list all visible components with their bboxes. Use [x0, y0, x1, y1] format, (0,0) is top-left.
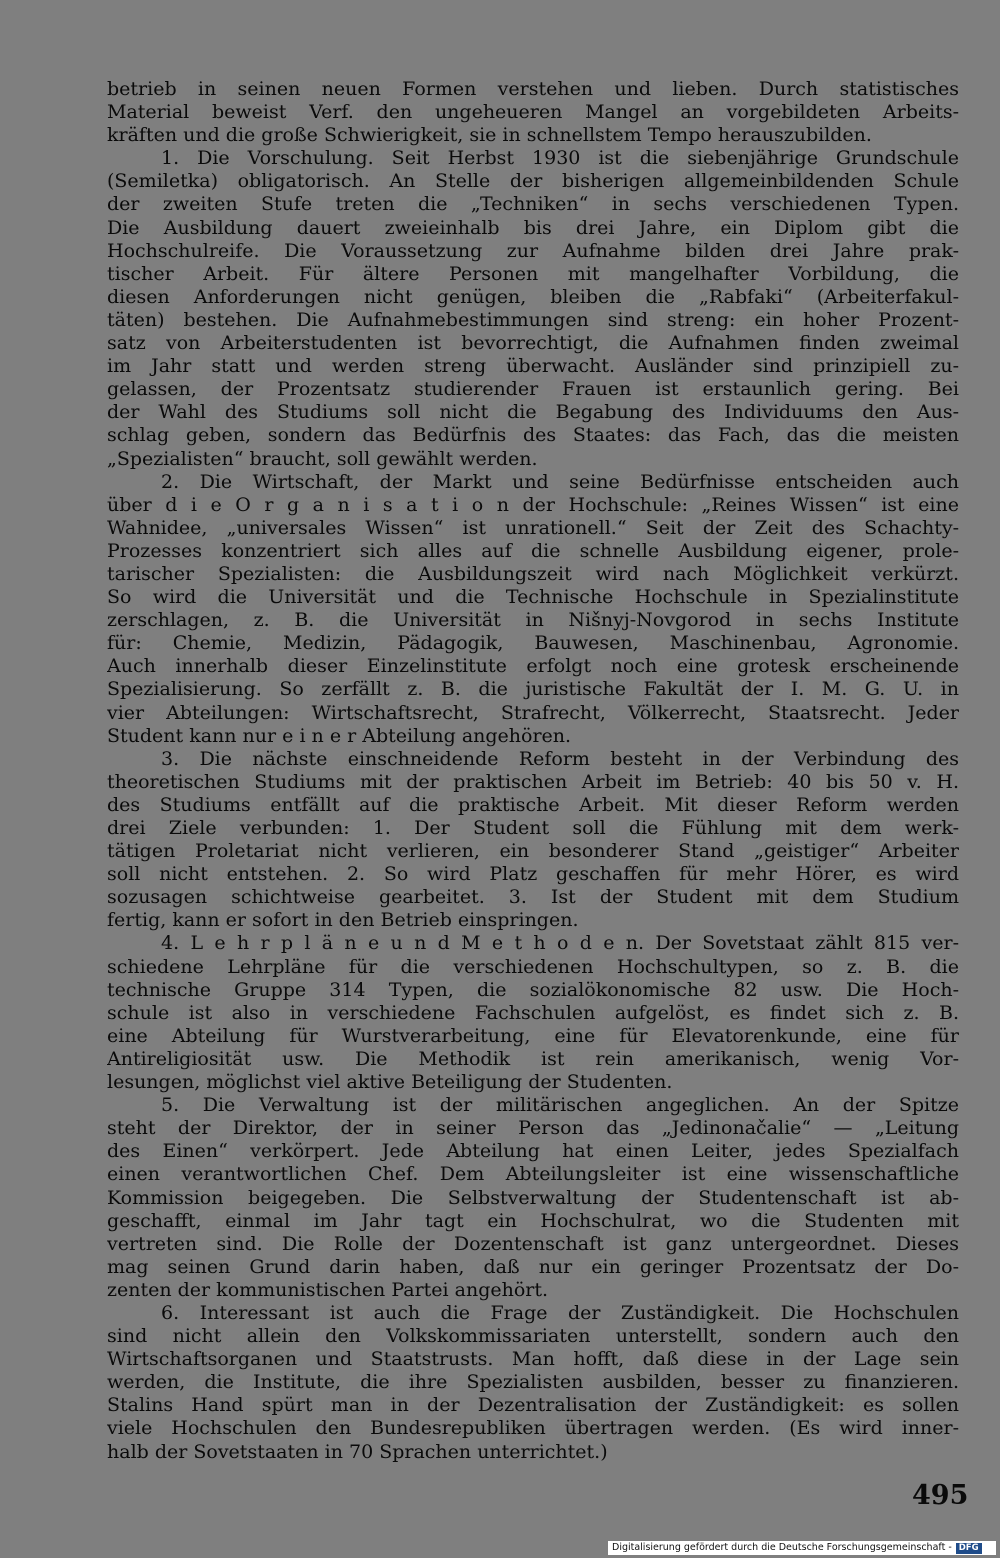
text-line: zerschlagen, z. B. die Universität in Nišnyj-Novgorod in sechs Institute: [107, 609, 959, 632]
text-line: kräften und die große Schwierigkeit, sie in schnellstem Tempo herauszubilden.: [107, 124, 872, 147]
text-line: 5. Die Verwaltung ist der militärischen angeglichen. An der Spitze: [161, 1094, 959, 1117]
text-line: 2. Die Wirtschaft, der Markt und seine Bedürfnisse entscheiden auch: [161, 470, 959, 493]
text-line: der Wahl des Studiums soll nicht die Begabung des Individuums den Aus-: [107, 401, 959, 424]
text-line: So wird die Universität und die Technische Hochschule in Spezialinstitute: [107, 586, 959, 609]
text-line: Kommission beigegeben. Die Selbstverwaltung der Studentenschaft ist ab-: [107, 1186, 959, 1209]
text-line: (Semiletka) obligatorisch. An Stelle der bisherigen allgemeinbildenden Schule: [107, 170, 959, 193]
text-line: schiedene Lehrpläne für die verschiedenen Hochschultypen, so z. B. die: [107, 955, 959, 978]
text-line: 4. L e h r p l ä n e u n d M e t h o d e n. Der Sovetstaat zählt 815 ver-: [161, 932, 959, 955]
text-line: theoretischen Studiums mit der praktischen Arbeit im Betrieb: 40 bis 50 v. H.: [107, 770, 959, 793]
text-line: über d i e O r g a n i s a t i o n der Hochschule: „Reines Wissen“ ist eine: [107, 493, 959, 516]
text-line: Die Ausbildung dauert zweieinhalb bis drei Jahre, ein Diplom gibt die: [107, 216, 959, 239]
text-line: Hochschulreife. Die Voraussetzung zur Aufnahme bilden drei Jahre prak-: [107, 239, 959, 262]
text-line: zenten der kommunistischen Partei angehört.: [107, 1278, 549, 1301]
text-line: Spezialisierung. So zerfällt z. B. die juristische Fakultät der I. M. G. U. in: [107, 678, 959, 701]
text-line: 3. Die nächste einschneidende Reform besteht in der Verbindung des: [161, 747, 959, 770]
text-line: der zweiten Stufe treten die „Techniken“ in sechs verschiedenen Typen.: [107, 193, 959, 216]
text-line: täten) bestehen. Die Aufnahmebestimmungen sind streng: ein hoher Prozent-: [107, 308, 959, 331]
text-line: gelassen, der Prozentsatz studierender Frauen ist erstaunlich gering. Bei: [107, 378, 959, 401]
text-line: technische Gruppe 314 Typen, die sozialökonomische 82 usw. Die Hoch-: [107, 978, 959, 1001]
text-line: Wirtschaftsorganen und Staatstrusts. Man hofft, daß diese in der Lage sein: [107, 1348, 959, 1371]
text-line: Prozesses konzentriert sich alles auf die schnelle Ausbildung eigener, prole-: [107, 539, 959, 562]
text-line: 6. Interessant ist auch die Frage der Zuständigkeit. Die Hochschulen: [161, 1301, 959, 1324]
text-line: lesungen, möglichst viel aktive Beteiligung der Studenten.: [107, 1071, 673, 1094]
text-line: halb der Sovetstaaten in 70 Sprachen unterrichtet.): [107, 1440, 608, 1463]
text-line: tarischer Spezialisten: die Ausbildungszeit wird nach Möglichkeit verkürzt.: [107, 562, 959, 585]
text-line: werden, die Institute, die ihre Spezialisten ausbilden, besser zu finanzieren.: [107, 1371, 959, 1394]
text-line: soll nicht entstehen. 2. So wird Platz geschaffen für mehr Hörer, es wird: [107, 863, 959, 886]
text-line: vier Abteilungen: Wirtschaftsrecht, Strafrecht, Völkerrecht, Staatsrecht. Jeder: [107, 701, 959, 724]
text-line: sozusagen schichtweise gearbeitet. 3. Ist der Student mit dem Studium: [107, 886, 959, 909]
text-line: diesen Anforderungen nicht genügen, bleiben die „Rabfaki“ (Arbeiterfakul-: [107, 285, 959, 308]
footer-text: Digitalisierung gefördert durch die Deutsche Forschungsgemeinschaft -: [612, 1542, 952, 1553]
text-line: einen verantwortlichen Chef. Dem Abteilungsleiter ist eine wissenschaftliche: [107, 1163, 959, 1186]
text-line: im Jahr statt und werden streng überwacht. Ausländer sind prinzipiell zu-: [107, 355, 959, 378]
text-line: Antireligiosität usw. Die Methodik ist rein amerikanisch, wenig Vor-: [107, 1047, 959, 1070]
text-line: geschafft, einmal im Jahr tagt ein Hochschulrat, wo die Studenten mit: [107, 1209, 959, 1232]
text-line: tischer Arbeit. Für ältere Personen mit mangelhafter Vorbildung, die: [107, 262, 959, 285]
digitization-footer: [608, 1541, 996, 1555]
text-line: Wahnidee, „universales Wissen“ ist unrationell.“ Seit der Zeit des Schachty-: [107, 516, 959, 539]
text-line: sind nicht allein den Volkskommissariaten unterstellt, sondern auch den: [107, 1325, 959, 1348]
text-line: viele Hochschulen den Bundesrepubliken übertragen werden. (Es wird inner-: [107, 1417, 959, 1440]
text-line: für: Chemie, Medizin, Pädagogik, Bauwesen, Maschinenbau, Agronomie.: [107, 632, 959, 655]
text-line: schlag geben, sondern das Bedürfnis des Staates: das Fach, das die meisten: [107, 424, 959, 447]
text-line: Student kann nur e i n e r Abteilung angehören.: [107, 724, 572, 747]
text-line: satz von Arbeiterstudenten ist bevorrechtigt, die Aufnahmen finden zweimal: [107, 332, 959, 355]
text-line: steht der Direktor, der in seiner Person das „Jedinonačalie“ — „Leitung: [107, 1117, 959, 1140]
text-line: mag seinen Grund darin haben, daß nur ein geringer Prozentsatz der Do-: [107, 1255, 959, 1278]
page-number: 495: [912, 1480, 969, 1511]
text-line: betrieb in seinen neuen Formen verstehen und lieben. Durch statistisches: [107, 78, 959, 100]
text-line: Material beweist Verf. den ungeheueren Mangel an vorgebildeten Arbeits-: [107, 101, 959, 124]
text-line: „Spezialisten“ braucht, soll gewählt werden.: [107, 447, 538, 470]
text-line: eine Abteilung für Wurstverarbeitung, eine für Elevatorenkunde, eine für: [107, 1024, 959, 1047]
text-line: Stalins Hand spürt man in der Dezentralisation der Zuständigkeit: es sollen: [107, 1394, 959, 1417]
dfg-logo-icon: DFG: [956, 1543, 982, 1554]
text-line: drei Ziele verbunden: 1. Der Student soll die Fühlung mit dem werk-: [107, 817, 959, 839]
text-line: schule ist also in verschiedene Fachschulen aufgelöst, es findet sich z. B.: [107, 1001, 959, 1024]
text-line: vertreten sind. Die Rolle der Dozentenschaft ist ganz untergeordnet. Dieses: [107, 1232, 959, 1255]
text-line: 1. Die Vorschulung. Seit Herbst 1930 ist die siebenjährige Grundschule: [161, 147, 959, 170]
text-line: des Einen“ verkörpert. Jede Abteilung hat einen Leiter, jedes Spezialfach: [107, 1140, 959, 1163]
text-line: Auch innerhalb dieser Einzelinstitute erfolgt noch eine grotesk erscheinende: [107, 655, 959, 678]
body-text: [107, 78, 959, 1464]
text-line: fertig, kann er sofort in den Betrieb einspringen.: [107, 909, 579, 932]
text-line: des Studiums entfällt auf die praktische Arbeit. Mit dieser Reform werden: [107, 793, 959, 816]
text-line: tätigen Proletariat nicht verlieren, ein besonderer Stand „geistiger“ Arbeiter: [107, 840, 959, 863]
